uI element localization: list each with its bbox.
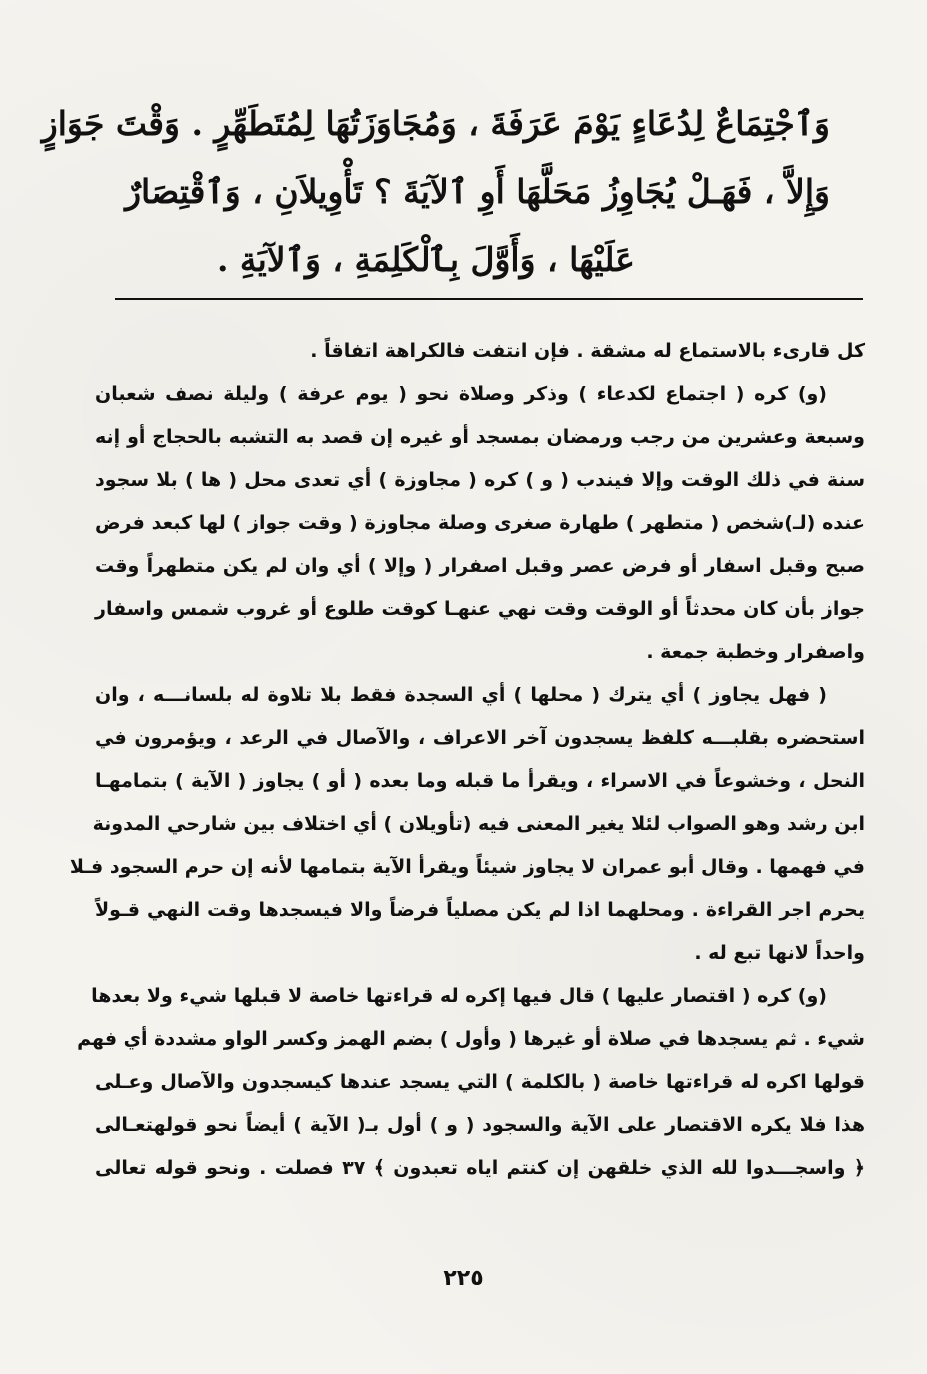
commentary-line: ( فهل يجاوز ) أي يترك ( محلها ) أي السجدة فقط بلا تلاوة له بلسانـــه ، وان <box>95 684 827 706</box>
commentary-line: صبح وقبل اسفار أو فرض عصر وقبل اصفرار ( وإلا ) أي وان لم يكن متطهراً وقت <box>95 555 865 577</box>
separator-rule <box>115 298 863 300</box>
commentary-line: (و) كره ( اقتصار عليها ) قال فيها إكره له قراءتها خاصة لا قبلها شيء ولا بعدها <box>91 985 827 1007</box>
commentary-line: قولها اكره له قراءتها خاصة ( بالكلمة ) التي يسجد عندها كيسجدون والآصال وعـلى <box>95 1071 865 1093</box>
commentary-block <box>69 330 866 1190</box>
commentary-line: جواز بأن كان محدثاً أو الوقت وقت نهي عنهـا كوقت طلوع أو غروب شمس واسفار <box>95 598 865 620</box>
commentary-line: استحضره بقلبـــه كلفظ يسجدون آخر الاعراف ، والآصال في الرعد ، ويؤمرون في <box>95 727 865 749</box>
commentary-line: شيء . ثم يسجدها في صلاة أو غيرها ( وأول ) بضم الهمز وكسر الواو مشددة أي فهم <box>77 1028 865 1050</box>
page-number: ٢٢٥ <box>443 1266 484 1291</box>
commentary-line: سنة في ذلك الوقت وإلا فيندب ( و ) كره ( مجاوزة ) أي تعدى محل ( ها ) بلا سجود <box>95 469 865 491</box>
main-text-line: عَلَيْهَا ، وَأَوَّلَ بِٱلْكَلِمَةِ ، وَٱلآيَةِ . <box>216 240 635 279</box>
commentary-line: ابن رشد وهو الصواب لئلا يغير المعنى فيه (تأويلان ) أي اختلاف بين شارحي المدونة <box>92 813 865 835</box>
commentary-line: كل قارىء بالاستماع له مشقة . فإن انتفت فالكراهة اتفاقاً . <box>310 340 865 362</box>
commentary-line: واحداً لانها تبع له . <box>694 942 865 964</box>
commentary-line: (و) كره ( اجتماع لكدعاء ) وذكر وصلاة نحو ( يوم عرفة ) وليلة نصف شعبان <box>95 383 827 405</box>
commentary-line: عنده (لـ)شخص ( متطهر ) طهارة صغرى وصلة مجاوزة ( وقت جواز ) لها كبعد فرض <box>95 512 865 534</box>
commentary-line: وسبعة وعشرين من رجب ورمضان بمسجد أو غيره إن قصد به التشبه بالحجاج أو إنه <box>95 426 865 448</box>
main-text-line: وَإِلاَّ ، فَهَـلْ يُجَاوِزُ مَحَلَّهَا أَوِ ٱلآيَةَ ؟ تَأْوِيلاَنِ ، وَٱقْتِصَارٌ <box>125 172 830 211</box>
commentary-line: يحرم اجر القراءة . ومحلهما اذا لم يكن مصلياً فرضاً والا فيسجدها وقت النهي قـولاً <box>95 899 865 921</box>
commentary-line: في فهمها . وقال أبو عمران لا يجاوز شيئاً ويقرأ الآية بتمامها لأنه إن حرم السجود فـلا <box>69 856 865 878</box>
commentary-line: واصفرار وخطبة جمعة . <box>646 641 865 663</box>
commentary-line: ﴿ واسجـــدوا لله الذي خلقهن إن كنتم اياه تعبدون ﴾ ٣٧ فصلت . ونحو قوله تعالى <box>95 1157 866 1179</box>
main-text-line: وَٱجْتِمَاعٌ لِدُعَاءٍ يَوْمَ عَرَفَةَ ، وَمُجَاوَزَتُهَا لِمُتَطَهِّرٍ . وَقْتَ جَوَازٍ <box>41 104 830 143</box>
main-text-block <box>41 90 830 294</box>
commentary-line: هذا فلا يكره الاقتصار على الآية والسجود ( و ) أول بـ( الآية ) أيضاً نحو قولهتعـالى <box>95 1114 865 1136</box>
commentary-line: النحل ، وخشوعاً في الاسراء ، ويقرأ ما قبله وما بعده ( أو ) يجاوز ( الآية ) بتمامهـا <box>95 770 865 792</box>
